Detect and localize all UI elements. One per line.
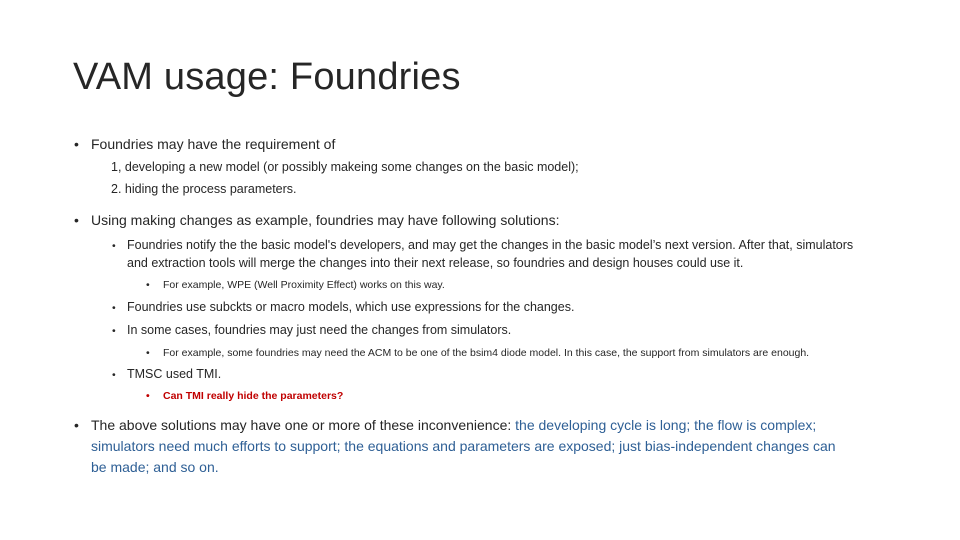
solution-notify-line2: and extraction tools will merge the changes into their next release, so foundries and design houses could use it. — [127, 256, 744, 270]
requirement-item-2: 2. hiding the process parameters. — [111, 182, 297, 196]
bullet-dot: • — [112, 240, 116, 252]
bullet-dot: • — [74, 417, 79, 433]
inconvenience-highlight-1: the developing cycle is long; the flow is complex; — [515, 417, 817, 433]
solution-tmsc-question: Can TMI really hide the parameters? — [163, 390, 344, 402]
bullet-dot: • — [112, 369, 116, 381]
inconvenience-line3: be made; and so on. — [91, 459, 219, 475]
solution-notify-example: For example, WPE (Well Proximity Effect) works on this way. — [163, 279, 445, 291]
slide-title: VAM usage: Foundries — [73, 56, 461, 98]
solution-simulators-example: For example, some foundries may need the ACM to be one of the bsim4 diode model. In this case, the support from simulators are enough. — [163, 347, 810, 359]
bullet-dot: • — [146, 279, 150, 291]
bullet-dot: • — [74, 212, 79, 228]
bullet-dot: • — [112, 325, 116, 337]
bullet-dot: • — [146, 390, 150, 402]
solution-tmsc-text: TMSC used TMI. — [127, 367, 222, 381]
bullet-dot: • — [74, 136, 79, 152]
bullet-dot: • — [146, 347, 150, 359]
inconvenience-prefix: The above solutions may have one or more of these inconvenience: — [91, 417, 516, 433]
bullet-dot: • — [112, 302, 116, 314]
solution-simulators-text: In some cases, foundries may just need the changes from simulators. — [127, 323, 512, 337]
solution-notify-line1: Foundries notify the the basic model's developers, and may get the changes in the basic model’s next version. After that, simulators — [127, 238, 854, 252]
requirement-text: Foundries may have the requirement of — [91, 136, 336, 152]
solution-subckt-text: Foundries use subckts or macro models, which use expressions for the changes. — [127, 300, 575, 314]
inconvenience-line2: simulators need much efforts to support; the equations and parameters are exposed; just bias-independent changes can — [91, 438, 836, 454]
requirement-item-1: 1, developing a new model (or possibly makeing some changes on the basic model); — [111, 160, 579, 174]
solutions-intro-text: Using making changes as example, foundries may have following solutions: — [91, 212, 560, 228]
inconvenience-line1 — [91, 417, 816, 433]
